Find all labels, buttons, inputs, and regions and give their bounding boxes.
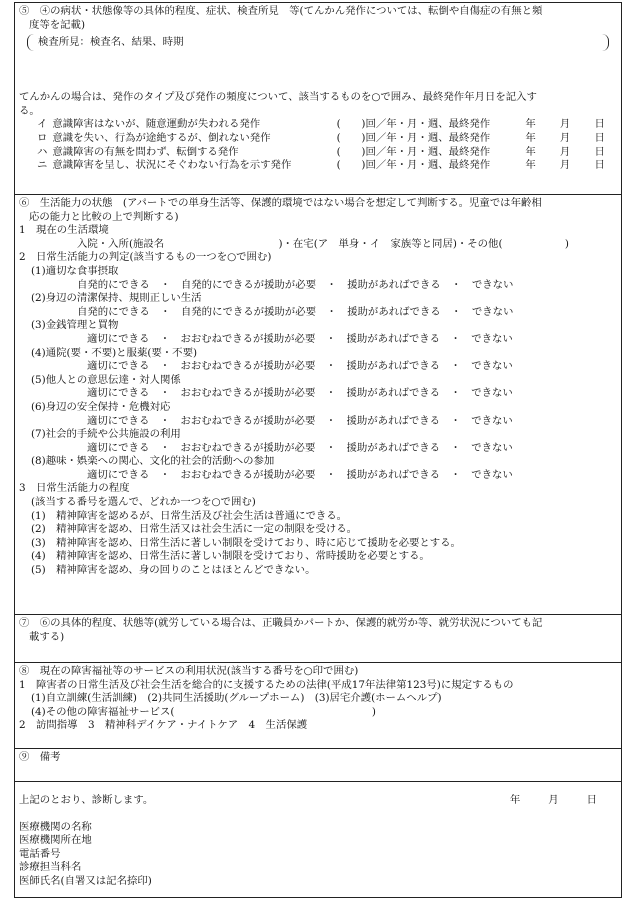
day-label: 日: [594, 118, 605, 131]
exam-findings-label: 検査所見：検査名、結果、時期: [38, 36, 184, 49]
signature-block: [15, 782, 621, 898]
month-label: 月: [559, 131, 571, 144]
epilepsy-intro-cont: る。: [19, 104, 40, 117]
ability-item-options[interactable]: 自発的にできる ・ 自発的にできるが援助が必要 ・ 援助があればできる ・ できない: [77, 278, 514, 291]
diagnosis-date[interactable]: [510, 794, 617, 808]
seizure-frequency: ( )回／年・月・週、最終発作: [336, 145, 491, 158]
seizure-key: ハ: [37, 145, 48, 158]
day-label: 日: [594, 159, 605, 172]
year-label: 年: [525, 118, 536, 131]
ability-degree-option[interactable]: (4) 精神障害を認め、日常生活に著しい制限を受けており、常時援助を必要とする。: [31, 550, 430, 563]
ability-item-options[interactable]: 適切にできる ・ おおむねできるが援助が必要 ・ 援助があればできる ・ できない: [87, 468, 513, 481]
certificate-form: [14, 2, 622, 898]
ability-item-label: (3)金銭管理と買物: [31, 319, 119, 332]
section-7[interactable]: [15, 615, 621, 663]
ability-item-label: (5)他人との意思伝達・対人関係: [31, 373, 181, 386]
section-6-heading-cont: 応の能力と比較の上で判断する): [29, 210, 179, 223]
ability-degree-option[interactable]: (3) 精神障害を認め、日常生活に著しい制限を受けており、時に応じて援助を必要とする。: [31, 536, 461, 549]
seizure-key: ニ: [37, 159, 48, 172]
seizure-row[interactable]: [19, 132, 617, 146]
seizure-type: 意識障害の有無を問わず、転倒する発作: [52, 145, 239, 158]
institution-name-field[interactable]: 医療機関の名称: [19, 820, 92, 833]
ability-degree-note: (該当する番号を選んで、どれか一つを○で囲む): [31, 496, 256, 509]
institution-address-field[interactable]: 医療機関所在地: [19, 834, 92, 847]
ability-item-options[interactable]: 自発的にできる ・ 自発的にできるが援助が必要 ・ 援助があればできる ・ できない: [77, 305, 514, 318]
seizure-frequency: ( )回／年・月・週、最終発作: [336, 159, 491, 172]
phone-number-field[interactable]: 電話番号: [19, 847, 61, 860]
year-label: 年: [525, 131, 536, 144]
ability-item-label: (6)身辺の安全保持・危機対応: [31, 400, 171, 413]
day-label: 日: [594, 145, 605, 158]
ability-item-label: (4)通院(要・不要)と服薬(要・不要): [31, 346, 198, 359]
ability-degree-option[interactable]: (5) 精神障害を認め、身の回りのことはほとんどできない。: [31, 564, 316, 577]
seizure-type: 意識を失い、行為が途絶するが、倒れない発作: [52, 131, 271, 144]
exam-findings-bracket[interactable]: [27, 34, 609, 51]
ability-item-options[interactable]: 適切にできる ・ おおむねできるが援助が必要 ・ 援助があればできる ・ できない: [87, 387, 513, 400]
ability-item-label: (8)趣味・娯楽への関心、文化的社会的活動への参加: [31, 455, 275, 468]
seizure-row[interactable]: [19, 146, 617, 160]
month-label: 月: [559, 118, 571, 131]
department-field[interactable]: 診療担当科名: [19, 861, 82, 874]
ability-item-label: (1)適切な食事摂取: [31, 264, 119, 277]
section-6-heading: ⑥ 生活能力の状態 (アパートでの単身生活等、保護的環境ではない場合を想定して判断する。児童では年齢相: [19, 197, 542, 209]
physician-name-field[interactable]: 医師氏名(自署又は記名捺印): [19, 874, 152, 887]
section-7-heading: ⑦ ⑥の具体的程度、状態等(就労している場合は、正職員かパートか、保護的就労か等、就労状況についても記: [19, 617, 543, 629]
welfare-services-other[interactable]: (4)その他の障害福祉サービス( ): [31, 705, 376, 718]
epilepsy-intro: てんかんの場合は、発作のタイプ及び発作の頻度について、該当するものを○で囲み、最終発作年月日を記入す: [19, 91, 537, 104]
date-day-label: 日: [586, 794, 597, 806]
section-8: [15, 663, 621, 749]
seizure-frequency: ( )回／年・月・週、最終発作: [336, 131, 491, 144]
diagnosis-statement: 上記のとおり、診断します。: [19, 794, 154, 806]
section-5: [15, 3, 621, 195]
seizure-key: ロ: [37, 131, 48, 144]
section-5-heading: ⑤ ④の病状・状態像等の具体的程度、症状、検査所見 等(てんかん発作については、転倒や自傷症の有無と頻: [19, 5, 543, 17]
day-label: 日: [594, 131, 605, 144]
ability-item-label: (7)社会的手続や公共施設の利用: [31, 428, 181, 441]
section-7-heading-cont: 載する): [29, 630, 65, 643]
section-9-heading: ⑨ 備考: [19, 751, 61, 763]
other-services-options[interactable]: 2 訪問指導 3 精神科デイケア・ナイトケア 4 生活保護: [19, 719, 308, 732]
seizure-row[interactable]: [19, 159, 617, 173]
ability-degree-title: 3 日常生活能力の程度: [19, 482, 130, 495]
year-label: 年: [525, 159, 536, 172]
ability-item-options[interactable]: 適切にできる ・ おおむねできるが援助が必要 ・ 援助があればできる ・ できない: [87, 414, 513, 427]
seizure-type: 意識障害を呈し、状況にそぐわない行為を示す発作: [52, 159, 292, 172]
section-5-heading-cont: 度等を記載): [29, 18, 86, 31]
ability-item-options[interactable]: 適切にできる ・ おおむねできるが援助が必要 ・ 援助があればできる ・ できない: [87, 441, 513, 454]
month-label: 月: [559, 145, 571, 158]
welfare-services-options[interactable]: (1)自立訓練(生活訓練) (2)共同生活援助(グループホーム) (3)居宅介護(ホームヘルプ): [31, 692, 442, 705]
living-environment-options[interactable]: 入院・入所(施設名 )・在宅(ア 単身・イ 家族等と同居)・その他( ): [77, 237, 569, 250]
ability-item-label: (2)身辺の清潔保持、規則正しい生活: [31, 292, 202, 305]
ability-degree-option[interactable]: (1) 精神障害を認めるが、日常生活及び社会生活は普通にできる。: [31, 509, 348, 522]
section-6: [15, 195, 621, 615]
month-label: 月: [559, 159, 571, 172]
ability-degree-option[interactable]: (2) 精神障害を認め、日常生活又は社会生活に一定の制限を受ける。: [31, 523, 358, 536]
welfare-law-line: 1 障害者の日常生活及び社会生活を総合的に支援するための法律(平成17年法律第123号)に規定するもの: [19, 678, 514, 691]
living-environment-title: 1 現在の生活環境: [19, 224, 109, 237]
diagnosis-statement-row: [19, 794, 617, 808]
section-8-heading: ⑧ 現在の障害福祉等のサービスの利用状況(該当する番号を○印で囲む): [19, 665, 359, 677]
date-year-label: 年: [509, 794, 521, 806]
seizure-row[interactable]: [19, 118, 617, 132]
seizure-type: 意識障害はないが、随意運動が失われる発作: [52, 118, 261, 131]
seizure-key: イ: [37, 118, 48, 131]
daily-ability-title: 2 日常生活能力の判定(該当するもの一つを○で囲む): [19, 251, 272, 264]
year-label: 年: [525, 145, 536, 158]
ability-item-options[interactable]: 適切にできる ・ おおむねできるが援助が必要 ・ 援助があればできる ・ できない: [87, 332, 513, 345]
ability-item-options[interactable]: 適切にできる ・ おおむねできるが援助が必要 ・ 援助があればできる ・ できない: [87, 360, 513, 373]
seizure-frequency: ( )回／年・月・週、最終発作: [336, 118, 491, 131]
date-month-label: 月: [548, 794, 559, 806]
section-9[interactable]: [15, 749, 621, 782]
